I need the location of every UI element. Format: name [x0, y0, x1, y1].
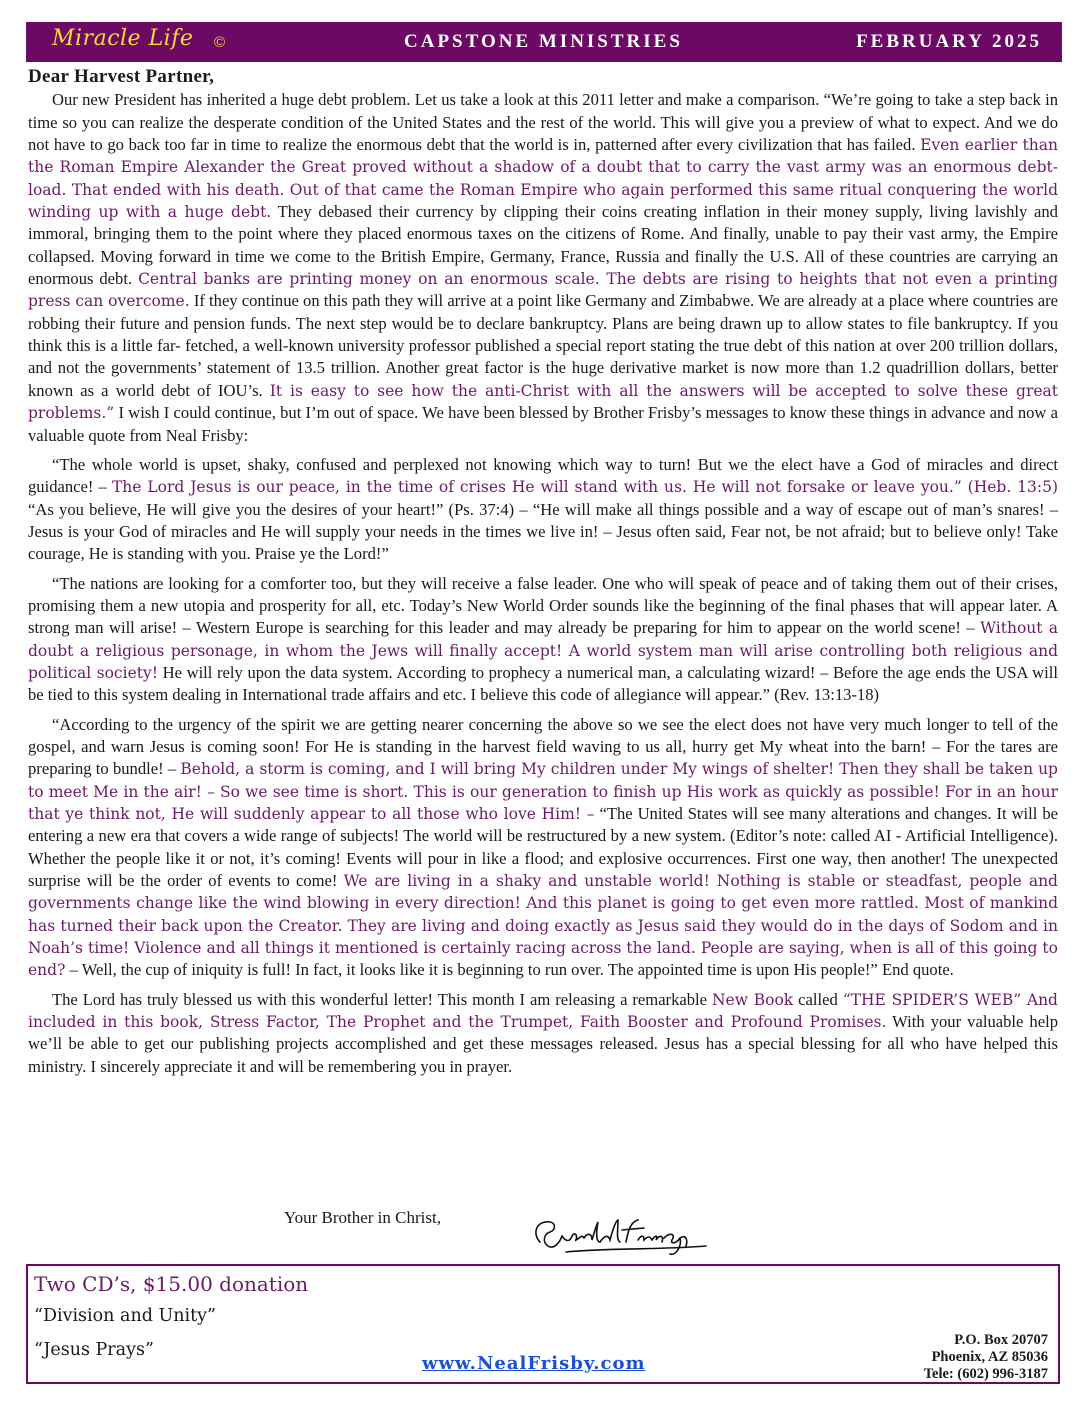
paragraph-2 — [28, 454, 1058, 566]
paragraph-4 — [28, 714, 1058, 982]
p4-highlight-b: Behold, a storm is coming, and I will bring My children under My wings of shelter! Then they shall be taken up to meet Me in the air! – So we see time is short. This is our generation to finish up His work as quickly as possible! For in an hour that ye think not, He will suddenly appear to all those who love Him! – — [28, 760, 1058, 823]
p1-highlight-d: Central banks are printing money on an enormous scale. The debts are rising to heights that not even a printing press can overcome. — [28, 270, 1058, 311]
website-link[interactable]: www.NealFrisby.com — [422, 1353, 646, 1374]
salutation: Dear Harvest Partner, — [28, 66, 215, 87]
paragraph-3 — [28, 573, 1058, 707]
miracle-life-logo: Miracle Life — [52, 26, 194, 51]
p1-text-g: I wish I could continue, but I’m out of space. We have been blessed by Brother Frisby’s messages to know these things in advance and now a valuable quote from Neal Frisby: — [28, 403, 1058, 445]
p1-text-e: If they continue on this path they will arrive at a point like Germany and Zimbabwe. We are already at a place where countries are robbing their future and pension funds. The next step would be to declare bankruptcy. Plans are being drawn up to allow states to file bankruptcy. If you think this is a little far- fetched, a well-known university professor published a special report stating the true debt of this nation at over 200 trillion dollars, and not the governments’ statement of 13.5 trillion. Another great factor is the huge derivative market is now more than 1.2 quadrillion dollars, better known as a world debt of IOU’s. — [28, 291, 1058, 400]
p2-text-a: “The whole world is upset, shaky, confused and perplexed not knowing which way to turn! But we the elect have a God of miracles and direct guidance! – — [28, 454, 1058, 497]
letter-body — [28, 66, 1058, 1085]
p4-highlight-d: We are living in a shaky and unstable world! Nothing is stable or steadfast, people and governments change like the wind blowing in every direction! And this planet is going to get even more rattled. Most of mankind has turned their back upon the Creator. They are living and doing exactly as Jesus said they would do in the days of Sodom and in Noah’s time! Violence and all things it mentioned is certainly racing across the land. People are saying, when is all of this going to end? — [28, 872, 1058, 980]
cd-title-1: “Division and Unity” — [34, 1306, 216, 1326]
p3-text-a: “The nations are looking for a comforter too, but they will receive a false leader. One who will speak of peace and of taking them out of their crises, promising them a new utopia and prosperity for all, etc. Today’s New World Order sounds like the beginning of the final phases that will appear later. A strong man will arise! – Western Europe is searching for this leader and may already be preparing for him to appear on the world scene! – — [28, 573, 1058, 638]
p5-text-a: The Lord has truly blessed us with this wonderful letter! This month I am releasing a remarkable — [52, 989, 708, 1009]
signoff: Your Brother in Christ, — [284, 1208, 441, 1227]
p5-text-c: called — [798, 989, 838, 1009]
p2-highlight-b: The Lord Jesus is our peace, in the time of crises He will stand with us. He will not forsake or leave you.” (Heb. 13:5) — [111, 478, 1058, 497]
p4-text-c: “The United States will see many alterations and changes. It will be entering a new era that covers a wide range of subjects! The world will be restructured by a new system. (Editor’s note: called AI - Artificial Intelligence). Whether the people like it or not, it’s coming! Events will pour in like a flood; and explosive occurrences. First one way, then another! The unexpected surprise will be the order of events to come! — [28, 804, 1058, 891]
p1-text-c: They debased their currency by clipping their coins creating inflation in their money supply, living lavishly and immoral, bringing them to the point where they placed enormous taxes on the citizens of Rome. And finally, unable to pay their vast army, the Empire collapsed. Moving forward in time we come to the British Empire, Germany, France, Russia and finally the U.S. All of these countries are carrying an enormous debt. — [28, 202, 1058, 289]
p1-text-a: Our new President has inherited a huge debt problem. Let us take a look at this 2011 letter and make a comparison. “We’re going to take a step back in time so you can realize the desperate condition of the United States and the rest of the world. This will give you a preview of what to expect. And we do not have to go back too far in time to realize the enormous debt that the world is in, patterned after every civilization that has failed. — [28, 90, 1058, 155]
issue-date: FEBRUARY 2025 — [856, 31, 1042, 52]
cd-title-2: “Jesus Prays” — [34, 1340, 154, 1360]
header-band — [26, 22, 1062, 62]
paragraph-1 — [28, 89, 1058, 447]
p2-text-c: “As you believe, He will give you the desires of your heart!” (Ps. 37:4) – “He will make all things possible and a way of escape out of man’s snares! – Jesus is your God of miracles and He will supply your needs in the times we live in! – Jesus often said, Fear not, be not afraid; but to believe only! Take courage, He is standing with you. Praise ye the Lord!” — [28, 499, 1058, 564]
organization-name: CAPSTONE MINISTRIES — [404, 31, 683, 52]
p3-highlight-b: Without a doubt a religious personage, in whom the Jews will finally accept! A world system man will arise controlling both religious and political society! — [28, 619, 1058, 682]
p5-new-book: New Book — [711, 990, 794, 1009]
footer-offer-box — [26, 1264, 1060, 1384]
p4-text-e: – Well, the cup of iniquity is full! In fact, it looks like it is beginning to run over. The appointed time is upon His people!” End quote. — [69, 960, 954, 980]
mailing-address — [924, 1332, 1048, 1383]
signature-image — [526, 1212, 726, 1260]
p3-text-c: He will rely upon the data system. According to prophecy a numerical man, a calculating wizard! – Before the age ends the USA will be tied to this system dealing in International trade affairs and etc. I believe this code of allegiance will appear.” (Rev. 13:13-18) — [28, 662, 1059, 705]
paragraph-5 — [28, 989, 1058, 1078]
phone-number: Tele: (602) 996-3187 — [923, 1366, 1048, 1382]
p4-text-a: “According to the urgency of the spirit we are getting nearer concerning the above so we see the elect does not have very much longer to tell of the gospel, and warn Jesus is coming soon! For He is standing in the harvest field waving to us all, hurry get My wheat into the barn! – For the tares are preparing to bundle! – — [28, 714, 1058, 779]
cd-offer-title: Two CD’s, $15.00 donation — [34, 1272, 309, 1296]
p5-text-e: With your valuable help we’ll be able to get our publishing projects accomplished and get these messages released. Jesus has a special blessing for all who have helped this ministry. I sincerely appreciate it and will be remembering you in prayer. — [28, 1012, 1059, 1076]
p1-highlight-b: Even earlier than the Roman Empire Alexander the Great proved without a shadow of a doubt that to carry the vast army was an enormous debt-load. That ended with his death. Out of that came the Roman Empire who again performed this same ritual conquering the world winding up with a huge debt. — [28, 136, 1058, 222]
copyright-symbol: © — [214, 34, 226, 51]
p1-highlight-f: It is easy to see how the anti-Christ with all the answers will be accepted to solve these great problems.” — [28, 381, 1058, 423]
address-line-2: Phoenix, AZ 85036 — [931, 1349, 1048, 1365]
address-line-1: P.O. Box 20707 — [954, 1332, 1048, 1348]
p5-book-title: “THE SPIDER’S WEB” And included in this book, Stress Factor, The Prophet and the Trumpet, Faith Booster and Profound Promises. — [28, 990, 1058, 1032]
